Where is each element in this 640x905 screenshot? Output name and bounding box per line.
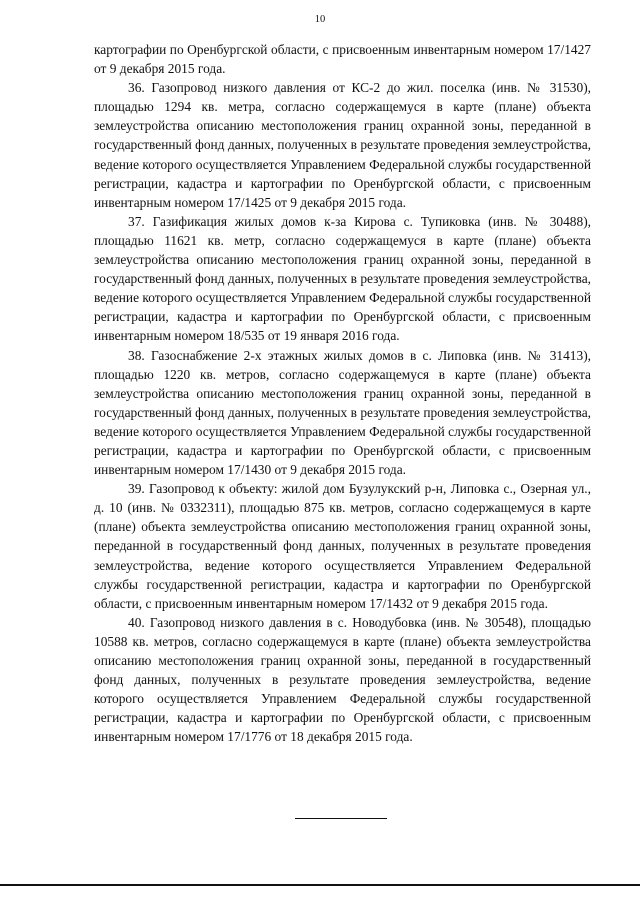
page-number: 10: [314, 14, 326, 25]
bottom-border-line: [0, 884, 640, 886]
end-separator-line: [295, 818, 387, 819]
paragraph-continuation: картографии по Оренбургской области, с присвоенным инвентарным номером 17/1427 от 9 декабря 2015 года.: [94, 42, 591, 77]
paragraph-item-37: 37. Газификация жилых домов к-за Кирова с. Тупиковка (инв. № 30488), площадью 11621 кв. метр, согласно содержащемуся в карте (плане) объекта землеустройства описанию местоположения границ охранной зоны, переданной в государственный фонд данных, полученных в результате проведения землеустройства, ведение которого осуществляется Управлением Федеральной службы государственной регистрации, кадастра и картографии по Оренбургской области, с присвоенным инвентарным номером 18/535 от 19 января 2016 года.: [94, 213, 591, 344]
paragraph-item-36: 36. Газопровод низкого давления от КС-2 до жил. поселка (инв. № 31530), площадью 1294 кв. метра, согласно содержащемуся в карте (плане) объекта землеустройства описанию местоположения границ охранной зоны, переданной в государственный фонд данных, полученных в результате проведения землеустройства, ведение которого осуществляется Управлением Федеральной службы государственной регистрации, кадастра и картографии по Оренбургской области, с присвоенным инвентарным номером 17/1425 от 9 декабря 2015 года.: [94, 80, 591, 210]
paragraph-item-39: 39. Газопровод к объекту: жилой дом Бузулукский р-н, Липовка с., Озерная ул., д. 10 (инв. № 0332311), площадью 875 кв. метров, согласно содержащемуся в карте (плане) объекта землеустройства описанию местоположения границ охранной зоны, переданной в государственный фонд данных, полученных в результате проведения землеустройства, ведение которого осуществляется Управлением Федеральной службы государственной регистрации, кадастра и картографии по Оренбургской области, с присвоенным инвентарным номером 17/1432 от 9 декабря 2015 года.: [94, 481, 591, 611]
paragraph-item-38: 38. Газоснабжение 2-х этажных жилых домов в с. Липовка (инв. № 31413), площадью 1220 кв. метров, согласно содержащемуся в карте (плане) объекта землеустройства описанию местоположения границ охранной зоны, переданной в государственный фонд данных, полученных в результате проведения землеустройства, ведение которого осуществляется Управлением Федеральной службы государственной регистрации, кадастра и картографии по Оренбургской области, с присвоенным инвентарным номером 17/1430 от 9 декабря 2015 года.: [94, 347, 591, 478]
document-body: [94, 40, 591, 746]
paragraph-item-40: 40. Газопровод низкого давления в с. Новодубовка (инв. № 30548), площадью 10588 кв. метров, согласно содержащемуся в карте (плане) объекта землеустройства описанию местоположения границ охранной зоны, переданной в государственный фонд данных, полученных в результате проведения землеустройства, ведение которого осуществляется Управлением Федеральной службы государственной регистрации, кадастра и картографии по Оренбургской области, с присвоенным инвентарным номером 17/1776 от 18 декабря 2015 года.: [94, 614, 591, 745]
